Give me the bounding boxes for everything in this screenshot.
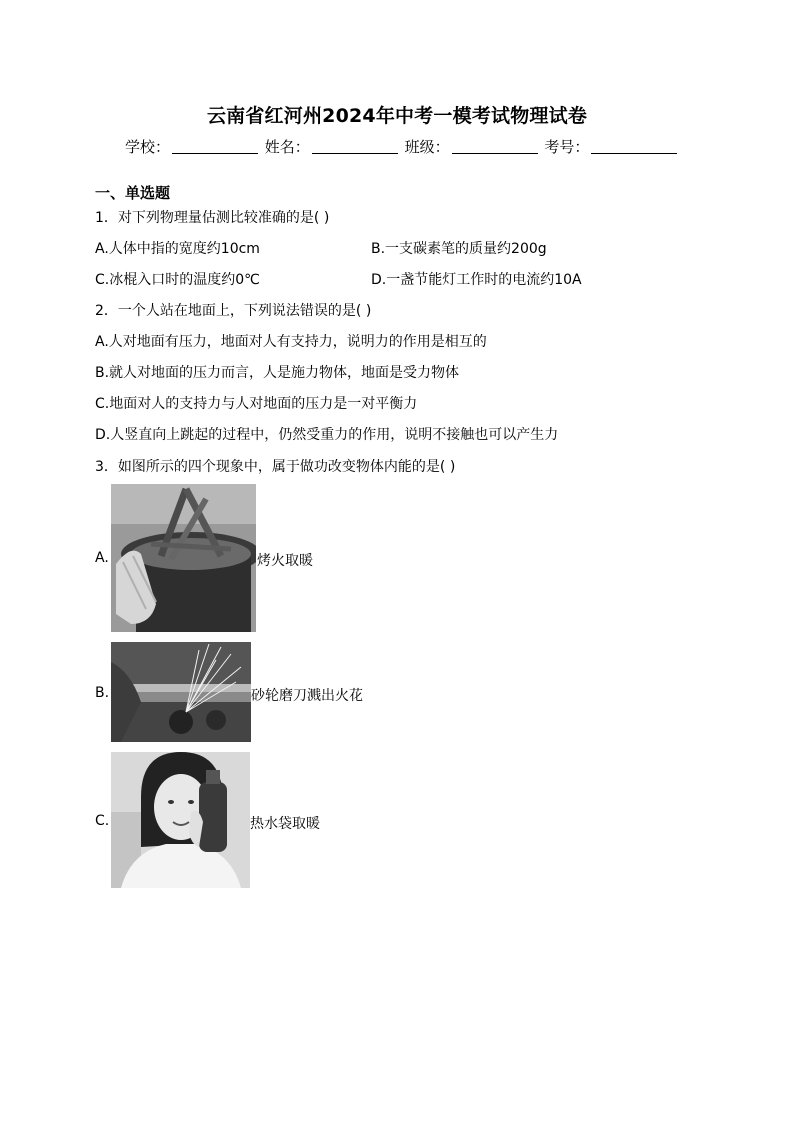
- q1-option-d: D.一盏节能灯工作时的电流约10A: [371, 272, 582, 288]
- q3-option-c-letter: C.: [95, 813, 110, 829]
- campfire-photo: [111, 484, 256, 632]
- number-label: 考号：: [544, 138, 590, 156]
- q2-option-c: C.地面对人的支持力与人对地面的压力是一对平衡力: [95, 396, 418, 412]
- q2-option-a: A.人对地面有压力，地面对人有支持力，说明力的作用是相互的: [95, 334, 487, 350]
- q2-stem: 2．一个人站在地面上，下列说法错误的是( ): [95, 303, 372, 319]
- q3-option-a-letter: A.: [95, 550, 109, 566]
- q1-stem: 1．对下列物理量估测比较准确的是( ): [95, 210, 330, 226]
- class-blank[interactable]: [452, 139, 538, 154]
- q2-option-b: B.就人对地面的压力而言，人是施力物体，地面是受力物体: [95, 365, 460, 381]
- q3-option-c-text: 热水袋取暖: [250, 816, 320, 832]
- q3-stem: 3．如图所示的四个现象中，属于做功改变物体内能的是( ): [95, 459, 456, 475]
- grinding-sparks-photo: [111, 642, 251, 742]
- section-heading: 一、单选题: [95, 184, 171, 202]
- school-blank[interactable]: [172, 139, 258, 154]
- q1-option-b: B.一支碳素笔的质量约200g: [371, 241, 547, 257]
- hot-water-bag-photo: [111, 752, 250, 888]
- number-blank[interactable]: [591, 139, 677, 154]
- school-label: 学校：: [125, 138, 171, 156]
- q2-option-d: D.人竖直向上跳起的过程中，仍然受重力的作用，说明不接触也可以产生力: [95, 427, 559, 443]
- q3-option-b-text: 砂轮磨刀溅出火花: [251, 688, 363, 704]
- q3-option-a-text: 烤火取暖: [257, 553, 313, 569]
- student-info-line: [125, 136, 679, 157]
- exam-title: 云南省红河州2024年中考一模考试物理试卷: [206, 105, 588, 127]
- name-label: 姓名：: [264, 138, 310, 156]
- name-blank[interactable]: [312, 139, 398, 154]
- q1-option-c: C.冰棍入口时的温度约0℃: [95, 272, 260, 288]
- class-label: 班级：: [404, 138, 450, 156]
- q1-option-a: A.人体中指的宽度约10cm: [95, 241, 260, 257]
- q3-option-b-letter: B.: [95, 685, 110, 701]
